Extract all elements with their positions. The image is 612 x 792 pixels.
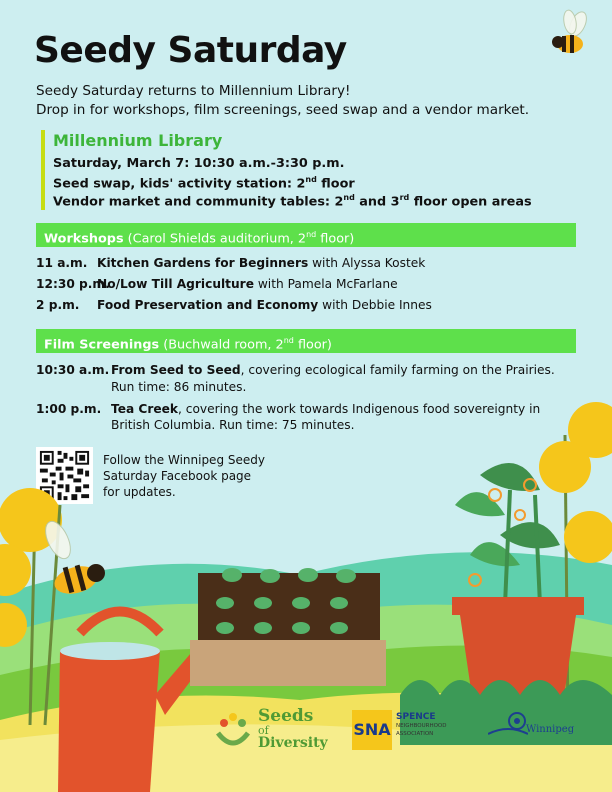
venue-seed-swap: Seed swap, kids' activity station: 2nd floor bbox=[53, 175, 355, 192]
workshop-row: 12:30 p.m.No/Low Till Agriculture with Pamela McFarlane bbox=[36, 277, 398, 291]
workshops-heading-band: Workshops (Carol Shields auditorium, 2nd floor) bbox=[36, 223, 576, 247]
venue-vendor-market: Vendor market and community tables: 2nd and 3rd floor open areas bbox=[53, 193, 532, 210]
facebook-note: Follow the Winnipeg Seedy Saturday Facebook page for updates. bbox=[103, 453, 265, 499]
spence-neighbourhood-association-logo: SNA SPENCE NEIGHBOURHOOD ASSOCIATION bbox=[352, 706, 470, 754]
intro-line-2: Drop in for workshops, film screenings, seed swap and a vendor market. bbox=[36, 102, 530, 118]
planter-box-icon bbox=[190, 568, 386, 686]
workshop-row: 11 a.m. Kitchen Gardens for Beginners with Alyssa Kostek bbox=[36, 256, 426, 270]
films-heading-band: Film Screenings (Buchwald room, 2nd floor) bbox=[36, 329, 576, 353]
bee-icon bbox=[548, 8, 598, 58]
page-title: Seedy Saturday bbox=[34, 30, 347, 71]
venue-accent-bar bbox=[41, 130, 45, 210]
intro-line-1: Seedy Saturday returns to Millennium Library! bbox=[36, 83, 351, 99]
intro-text bbox=[36, 82, 529, 120]
film-row-continued: British Columbia. Run time: 75 minutes. bbox=[111, 418, 355, 432]
venue-title: Millennium Library bbox=[53, 131, 223, 150]
film-row-continued: Run time: 86 minutes. bbox=[111, 380, 247, 394]
workshop-row: 2 p.m. Food Preservation and Economy with Debbie Innes bbox=[36, 298, 432, 312]
seeds-of-diversity-logo: Seeds of Diversity bbox=[210, 705, 325, 750]
winnipeg-logo: Winnipeg bbox=[488, 712, 583, 746]
film-row: 10:30 a.m. From Seed to Seed, covering ecological family farming on the Prairies. bbox=[36, 363, 555, 377]
venue-date-time: Saturday, March 7: 10:30 a.m.-3:30 p.m. bbox=[53, 156, 345, 171]
film-row: 1:00 p.m. Tea Creek, covering the work towards Indigenous food sovereignty in bbox=[36, 402, 541, 416]
